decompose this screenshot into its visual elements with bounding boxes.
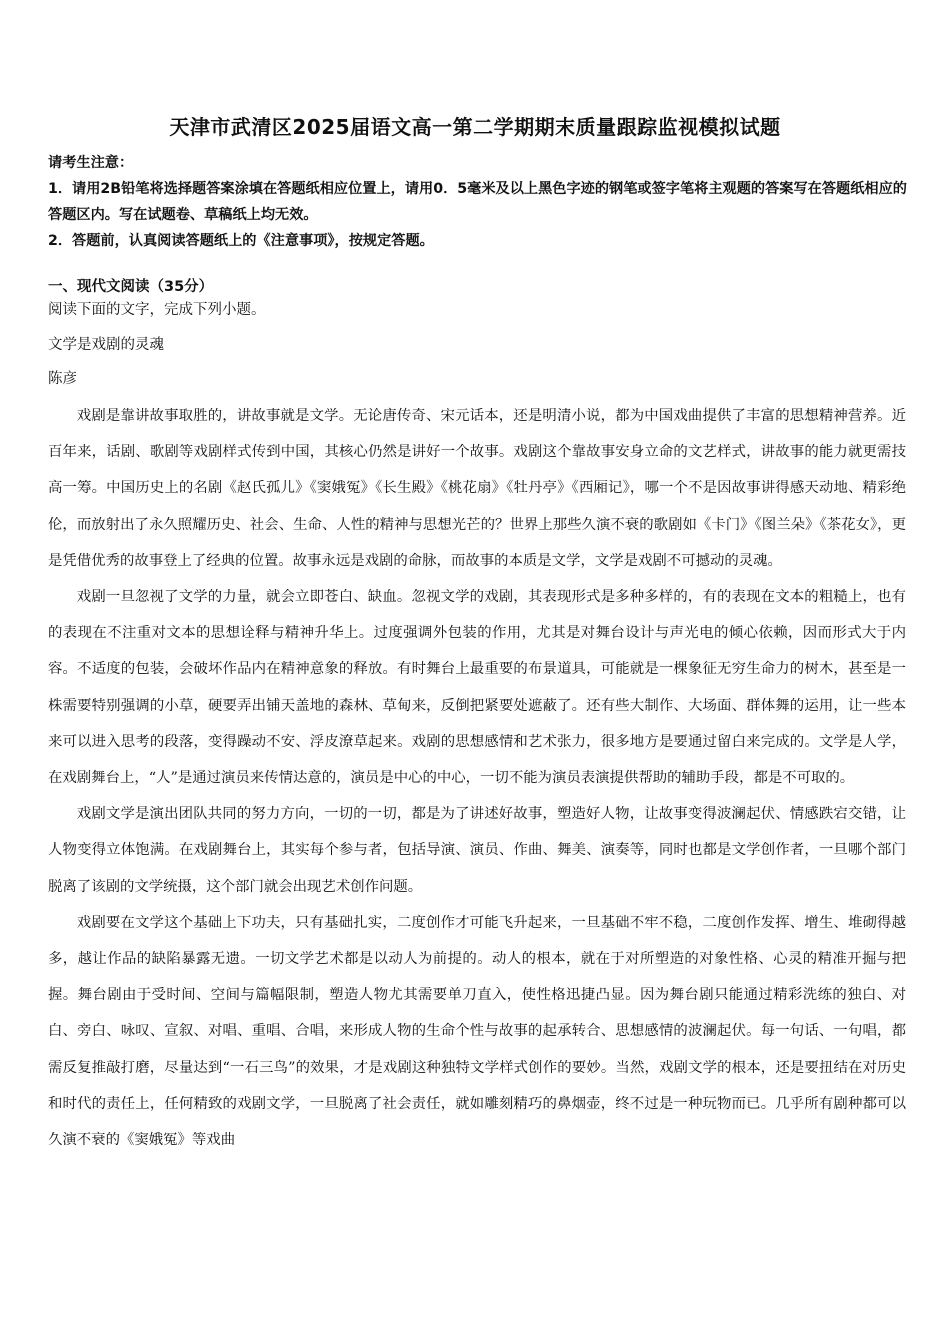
notice-item: 1．请用2B铅笔将选择题答案涂填在答题纸相应位置上，请用0．5毫米及以上黑色字迹的钢笔或签字笔将主观题的答案写在答题纸相应的答题区内。写在试题卷、草稿纸上均无效。 (48, 181, 907, 223)
article-paragraph: 戏剧是靠讲故事取胜的，讲故事就是文学。无论唐传奇、宋元话本，还是明清小说，都为中国戏曲提供了丰富的思想精神营养。近百年来，话剧、歌剧等戏剧样式传到中国，其核心仍然是讲好一个故事。戏剧这个靠故事安身立命的文艺样式，讲故事的能力就更需技高一筹。中国历史上的名剧《赵氏孤儿》《窦娥冤》《长生殿》《桃花扇》《牡丹亭》《西厢记》，哪一个不是因故事讲得感天动地、精彩绝伦，而放射出了永久照耀历史、社会、生命、人性的精神与思想光芒的？世界上那些久演不衰的歌剧如《卡门》《图兰朵》《茶花女》，更是凭借优秀的故事登上了经典的位置。故事永远是戏剧的命脉，而故事的本质是文学，文学是戏剧不可撼动的灵魂。 (48, 408, 906, 569)
article-title: 文学是戏剧的灵魂 (48, 337, 164, 353)
exam-notice (48, 150, 918, 254)
notice-heading: 请考生注意： (48, 155, 134, 171)
article-paragraph: 戏剧文学是演出团队共同的努力方向，一切的一切，都是为了讲述好故事，塑造好人物，让故事变得波澜起伏、情感跌宕交错，让人物变得立体饱满。在戏剧舞台上，其实每个参与者，包括导演、演员、作曲、舞美、演奏等，同时也都是文学创作者，一旦哪个部门脱离了该剧的文学统摄，这个部门就会出现艺术创作问题。 (48, 806, 906, 895)
article-paragraph: 戏剧要在文学这个基础上下功夫，只有基础扎实，二度创作才可能飞升起来，一旦基础不牢不稳，二度创作发挥、增生、堆砌得越多，越让作品的缺陷暴露无遗。一切文学艺术都是以动人为前提的。动人的根本，就在于对所塑造的对象性格、心灵的精准开掘与把握。舞台剧由于受时间、空间与篇幅限制，塑造人物尤其需要单刀直入，使性格迅捷凸显。因为舞台剧只能通过精彩洗练的独白、对白、旁白、咏叹、宣叙、对唱、重唱、合唱，来形成人物的生命个性与故事的起承转合、思想感情的波澜起伏。每一句话、一句唱，都需反复推敲打磨，尽量达到“一石三鸟”的效果，才是戏剧这种独特文学样式创作的要妙。当然，戏剧文学的根本，还是要扭结在对历史和时代的责任上，任何精致的戏剧文学，一旦脱离了社会责任，就如雕刻精巧的鼻烟壶，终不过是一种玩物而已。几乎所有剧种都可以久演不衰的《窦娥冤》等戏曲 (48, 914, 906, 1149)
article-body (48, 398, 906, 1158)
article-author: 陈彦 (48, 371, 77, 387)
notice-item: 2．答题前，认真阅读答题纸上的《注意事项》，按规定答题。 (48, 233, 434, 249)
section-instruction: 阅读下面的文字，完成下列小题。 (48, 302, 266, 318)
exam-title: 天津市武清区2025届语文高一第二学期期末质量跟踪监视模拟试题 (169, 115, 781, 139)
article-paragraph: 戏剧一旦忽视了文学的力量，就会立即苍白、缺血。忽视文学的戏剧，其表现形式是多种多样的，有的表现在文本的粗糙上，也有的表现在不注重对文本的思想诠释与精神升华上。过度强调外包装的作用，尤其是对舞台设计与声光电的倾心依赖，因而形式大于内容。不适度的包装，会破坏作品内在精神意象的释放。有时舞台上最重要的布景道具，可能就是一棵象征无穷生命力的树木，甚至是一株需要特别强调的小草，硬要弄出铺天盖地的森林、草甸来，反倒把紧要处遮蔽了。还有些大制作、大场面、群体舞的运用，让一些本来可以进入思考的段落，变得躁动不安、浮皮潦草起来。戏剧的思想感情和艺术张力，很多地方是要通过留白来完成的。文学是人学，在戏剧舞台上，“人”是通过演员来传情达意的，演员是中心的中心，一切不能为演员表演提供帮助的辅助手段，都是不可取的。 (48, 589, 906, 787)
section-heading: 一、现代文阅读（35分） (48, 279, 214, 295)
